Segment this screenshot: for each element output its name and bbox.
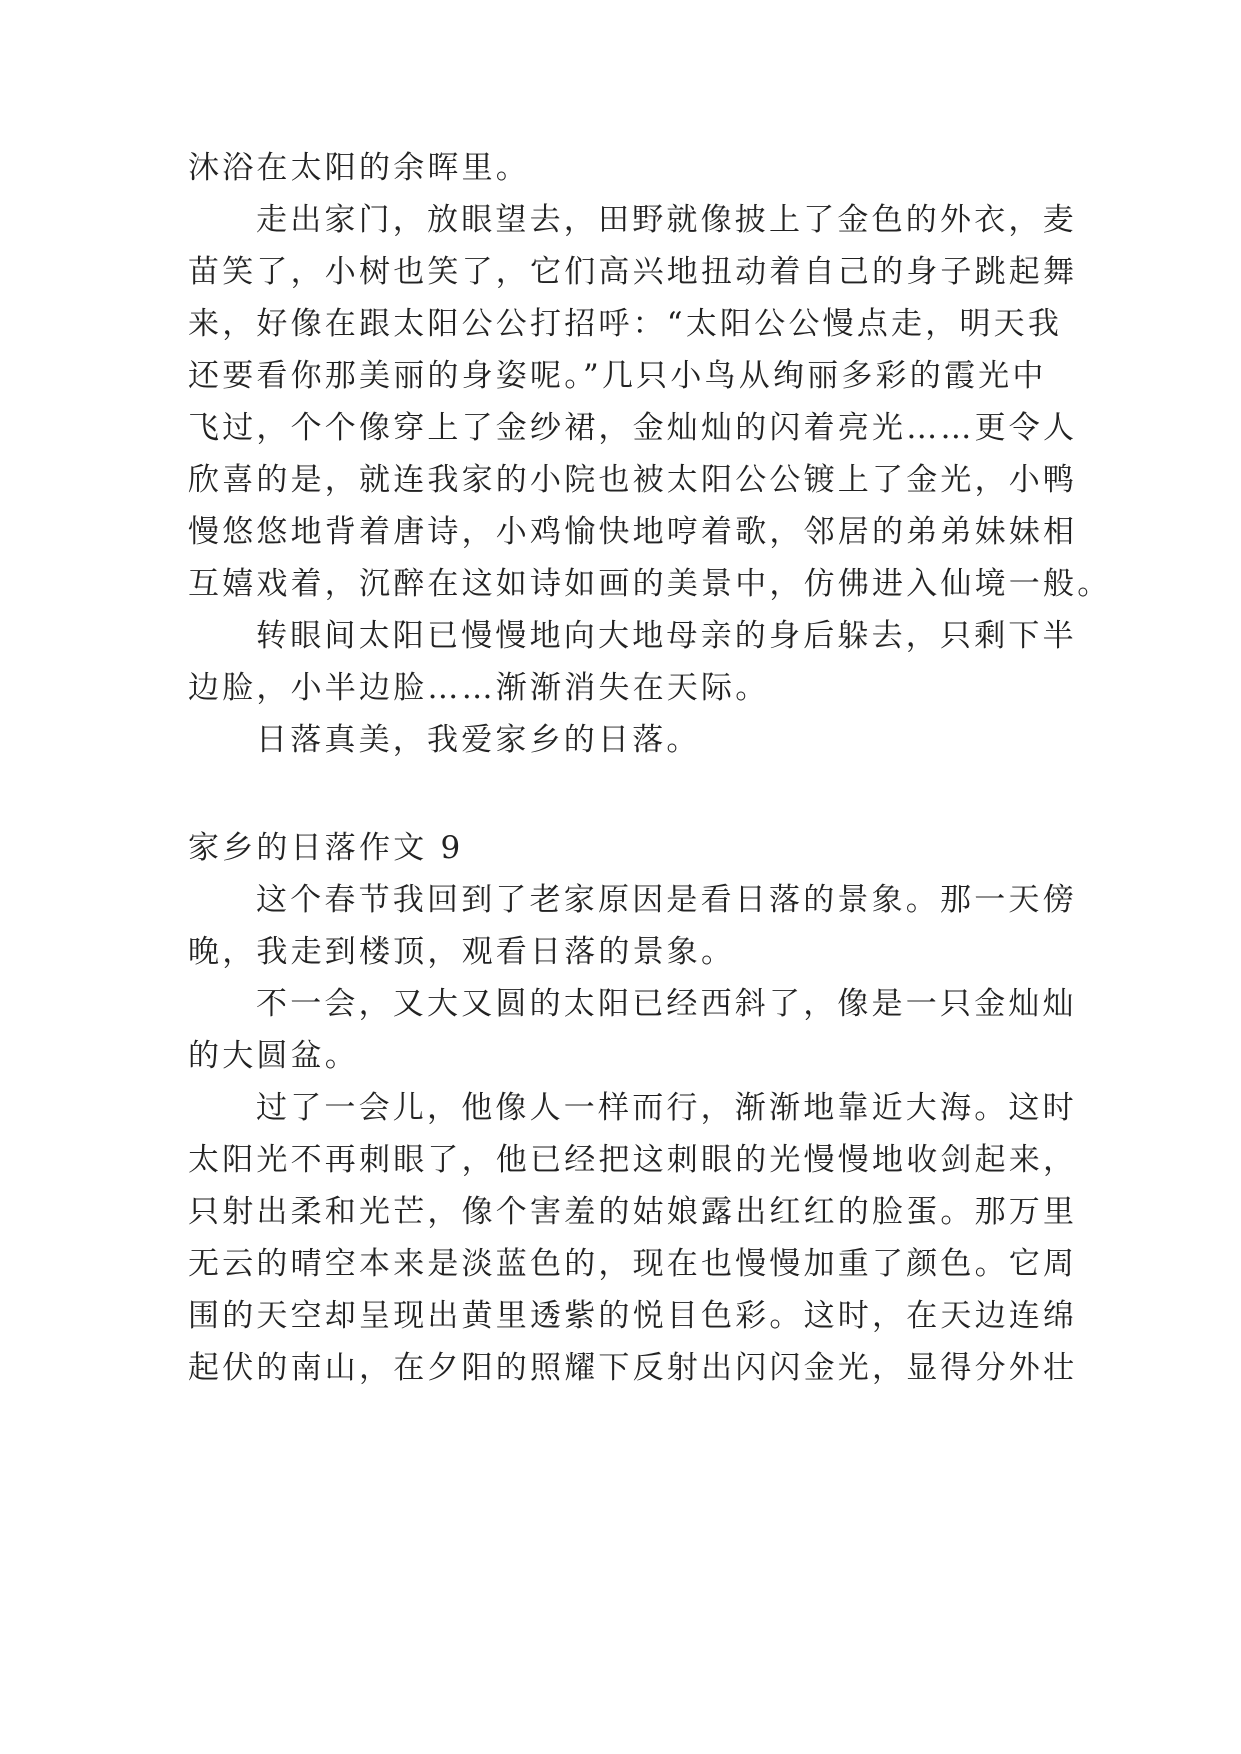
- text-line: 只射出柔和光芒，像个害羞的姑娘露出红红的脸蛋。那万里: [188, 1194, 1078, 1230]
- text-line: 晚，我走到楼顶，观看日落的景象。: [188, 934, 736, 970]
- paragraph-start-line: 日落真美，我爱家乡的日落。: [256, 722, 701, 758]
- text-line: 慢悠悠地背着唐诗，小鸡愉快地哼着歌，邻居的弟弟妹妹相: [188, 514, 1078, 550]
- text-line: 沐浴在太阳的余晖里。: [188, 150, 530, 186]
- text-line: 苗笑了，小树也笑了，它们高兴地扭动着自己的身子跳起舞: [188, 254, 1078, 290]
- text-line: 围的天空却呈现出黄里透紫的悦目色彩。这时，在天边连绵: [188, 1298, 1078, 1334]
- paragraph-start-line: 转眼间太阳已慢慢地向大地母亲的身后躲去，只剩下半: [256, 618, 1077, 654]
- text-line: 起伏的南山，在夕阳的照耀下反射出闪闪金光，显得分外壮: [188, 1350, 1078, 1386]
- text-line: 来，好像在跟太阳公公打招呼：“太阳公公慢点走，明天我: [188, 306, 1063, 342]
- text-line: 欣喜的是，就连我家的小院也被太阳公公镀上了金光，小鸭: [188, 462, 1078, 498]
- text-line: 边脸，小半边脸……渐渐消失在天际。: [188, 670, 770, 706]
- paragraph-start-line: 过了一会儿，他像人一样而行，渐渐地靠近大海。这时: [256, 1090, 1077, 1126]
- text-line: 还要看你那美丽的身姿呢。”几只小鸟从绚丽多彩的霞光中: [188, 358, 1047, 394]
- section-heading: 家乡的日落作文 9: [188, 830, 464, 866]
- paragraph-start-line: 走出家门，放眼望去，田野就像披上了金色的外衣，麦: [256, 202, 1077, 238]
- paragraph-start-line: 这个春节我回到了老家原因是看日落的景象。那一天傍: [256, 882, 1077, 918]
- text-line: 的大圆盆。: [188, 1038, 359, 1074]
- text-line: 互嬉戏着，沉醉在这如诗如画的美景中，仿佛进入仙境一般。: [188, 566, 1112, 602]
- paragraph-start-line: 不一会，又大又圆的太阳已经西斜了，像是一只金灿灿: [256, 986, 1077, 1022]
- text-line: 飞过，个个像穿上了金纱裙，金灿灿的闪着亮光……更令人: [188, 410, 1078, 446]
- text-line: 太阳光不再刺眼了，他已经把这刺眼的光慢慢地收剑起来，: [188, 1142, 1078, 1178]
- text-line: 无云的晴空本来是淡蓝色的，现在也慢慢加重了颜色。它周: [188, 1246, 1078, 1282]
